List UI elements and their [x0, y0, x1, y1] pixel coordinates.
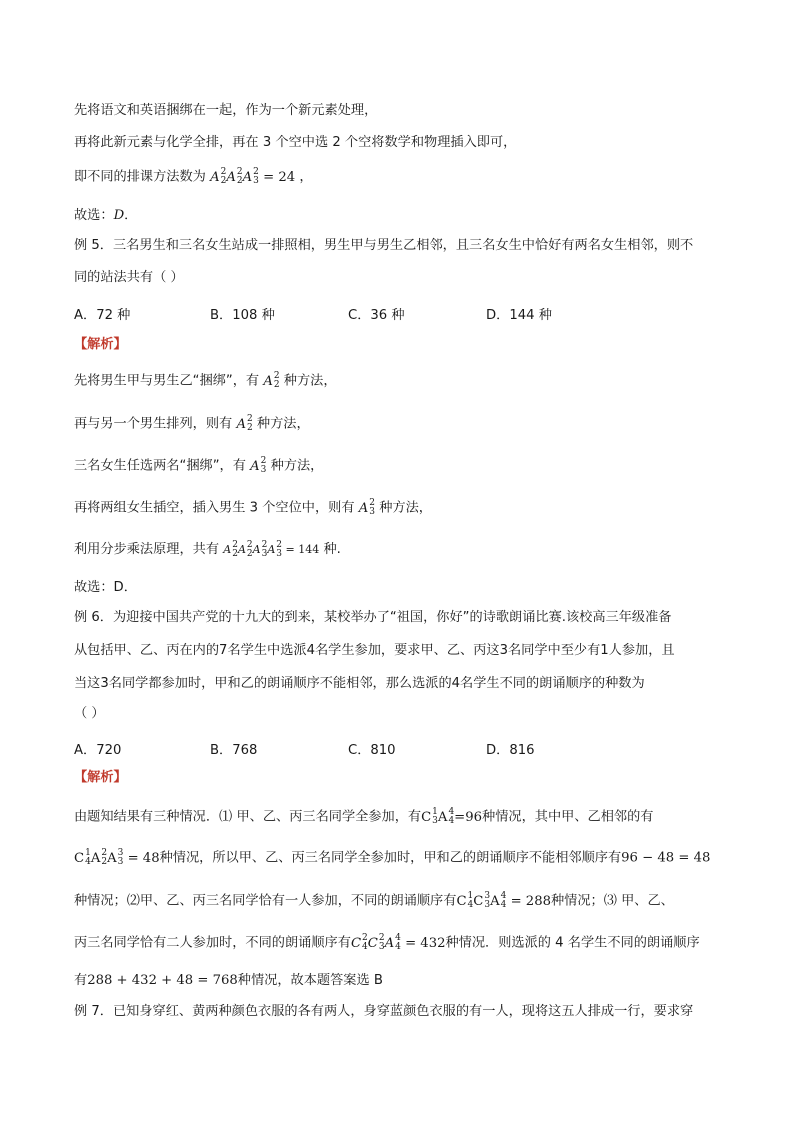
paragraph-text: 例 5．三名男生和三名女生站成一排照相，男生甲与男生乙相邻，且三名女生中恰好有两名女生相邻，则不	[74, 238, 694, 253]
question-text	[74, 270, 184, 286]
paragraph-text: 种情况；⑵甲、乙、丙三名同学恰有一人参加，不同的朗诵顺序有	[74, 893, 457, 909]
formula-result: = 24	[263, 169, 296, 185]
paragraph-text: 再与另一个男生排列，则有	[74, 416, 233, 432]
option-c: C．36 种	[348, 308, 405, 323]
formula-result: = 288	[510, 893, 551, 909]
analysis-label: 【解析】	[74, 770, 127, 785]
paragraph-text: 即不同的排课方法数为	[74, 169, 206, 185]
text-line	[74, 541, 341, 559]
answer-letter: D	[113, 208, 125, 223]
text-line	[74, 457, 323, 475]
paragraph-text: 当这3名同学都参加时，甲和乙的朗诵顺序不能相邻，那么选派的4名学生不同的朗诵顺序的种数为	[74, 676, 645, 691]
paragraph-text: 从包括甲、乙、丙在内的7名学生中选派4名学生参加，要求甲、乙、丙这3名同学中至少有1人参加，且	[74, 643, 675, 658]
formula-a32: A 2 3	[250, 456, 267, 475]
text-line	[74, 415, 310, 433]
paragraph-text: 先将男生甲与男生乙“捆绑”，有	[74, 373, 260, 389]
text-line	[74, 580, 137, 596]
question-text	[74, 643, 675, 659]
formula-difference: 96 − 48 = 48	[621, 850, 711, 866]
punctuation: ，	[299, 169, 313, 185]
option-b: B．108 种	[210, 308, 275, 323]
punctuation: ．	[124, 208, 138, 223]
option-d: D．816	[486, 743, 535, 758]
formula-a32: A 2 3	[358, 498, 375, 517]
paragraph-text: 种方法，	[283, 373, 337, 389]
paragraph-text: 例 7．已知身穿红、黄两种颜色衣服的各有两人，身穿蓝颜色衣服的有一人，现将这五人排成一行，要求穿	[74, 1004, 694, 1019]
paragraph-text: 种情况；⑶ 甲、乙、	[550, 893, 674, 909]
paragraph-text: 种方法，	[256, 416, 310, 432]
formula-a22: A 2 2	[236, 414, 253, 433]
paragraph-text: 有	[74, 973, 88, 988]
formula-c31a44: C 1 3 A 4 4 =96	[421, 807, 483, 826]
formula-result: = 144	[285, 543, 320, 556]
formula-c41a22a33: C 1 4 A 2 2 A 3 3 = 48	[74, 848, 160, 867]
paragraph-text: 故选：D．	[74, 580, 137, 595]
formula-a2a2a3: A 2 2 A 2 2 A 2 3 = 24	[210, 167, 296, 186]
paragraph-text: 例 6．为迎接中国共产党的十九大的到来，某校举办了“祖国，你好”的诗歌朗诵比赛.该校高三年级准备	[74, 610, 672, 625]
text-line	[74, 808, 653, 826]
paragraph-text: 种情况，其中甲、乙相邻的有	[482, 809, 654, 825]
paragraph-text: 种方法，	[379, 500, 432, 516]
text-line	[74, 934, 700, 952]
paragraph-text: 先将语文和英语捆绑在一起，作为一个新元素处理，	[74, 103, 378, 118]
paragraph-text: 种.	[323, 542, 341, 557]
analysis-label: 【解析】	[74, 337, 127, 352]
paragraph-text: 种方法，	[270, 458, 324, 474]
option-a: A．720	[74, 743, 122, 758]
formula-a22: A 2 2	[263, 371, 280, 390]
paragraph-text: 同的站法共有（ ）	[74, 270, 184, 285]
paragraph-text: 再将此新元素与化学全排，再在 3 个空中选 2 个空将数学和物理插入即可，	[74, 135, 517, 150]
text-line	[74, 135, 516, 151]
text-line	[74, 892, 674, 910]
text-line	[74, 973, 383, 989]
paragraph-text: 故选：	[74, 208, 114, 223]
option-d: D．144 种	[486, 308, 552, 323]
paragraph-text: 利用分步乘法原理，共有	[74, 542, 220, 557]
option-a: A．72 种	[74, 308, 131, 323]
formula-sum: 288 + 432 + 48 = 768	[87, 973, 238, 988]
formula-result: = 48	[127, 850, 160, 866]
question-text	[74, 1004, 693, 1020]
text-line	[74, 849, 710, 867]
text-line	[74, 208, 137, 224]
paragraph-text: 再将两组女生插空，插入男生 3 个空位中，则有	[74, 500, 355, 516]
formula-c41c33a44: C 1 4 C 3 3 A 4 4 = 288	[456, 891, 551, 910]
question-text	[74, 676, 645, 692]
formula-result: =96	[454, 809, 483, 825]
question-text	[74, 706, 105, 722]
option-c: C．810	[348, 743, 396, 758]
formula-product: A 2 2 A 2 2 A 2 3 A 2 3 = 144	[223, 540, 320, 559]
text-line	[74, 103, 377, 119]
formula-result: = 432	[405, 935, 446, 951]
paragraph-text: 由题知结果有三种情况．⑴ 甲、乙、丙三名同学全参加，有	[74, 809, 422, 825]
text-line	[74, 372, 337, 390]
paragraph-text: 种情况．则选派的 4 名学生不同的朗诵顺序	[445, 935, 700, 951]
question-text	[74, 610, 672, 626]
paragraph-text: 种情况，所以甲、乙、丙三名同学全参加时，甲和乙的朗诵顺序不能相邻顺序有	[159, 850, 622, 866]
option-b: B．768	[210, 743, 258, 758]
paragraph-text: 三名女生任选两名“捆绑”，有	[74, 458, 246, 474]
text-line	[74, 168, 313, 186]
text-line	[74, 499, 432, 517]
paragraph-text: 种情况，故本题答案选 B	[237, 973, 383, 988]
question-text	[74, 238, 693, 254]
paragraph-text: 丙三名同学恰有二人参加时，不同的朗诵顺序有	[74, 935, 351, 951]
formula-c42c32a44: C 2 4 C 2 3 A 4 4 = 432	[350, 933, 446, 952]
paragraph-text: （ ）	[74, 706, 105, 721]
